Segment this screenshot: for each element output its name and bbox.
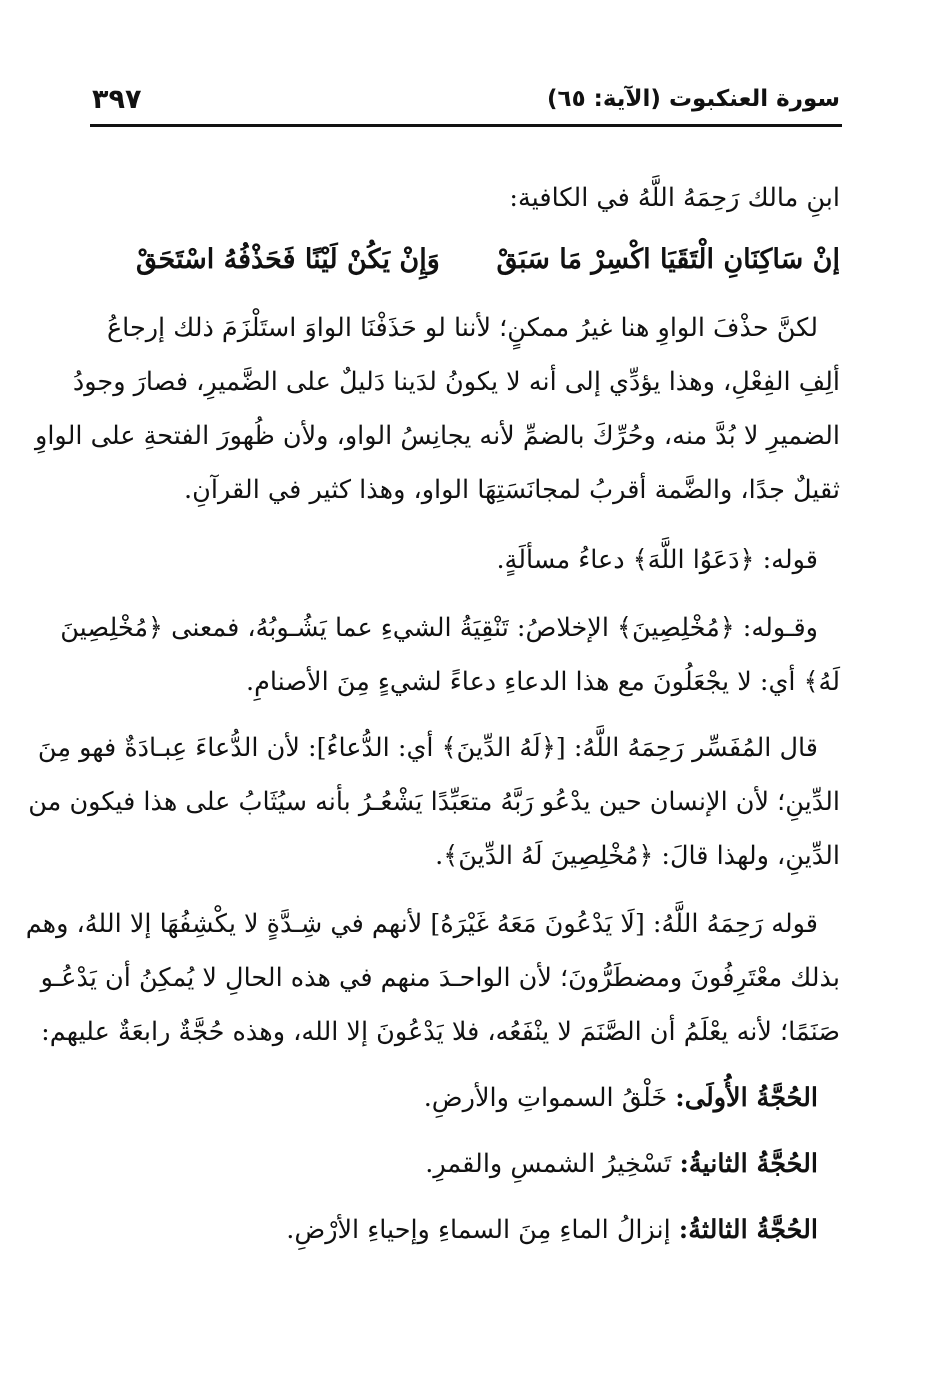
proof-item-2 <box>88 1144 818 1184</box>
paragraph-5-line: قوله رَحِمَهُ اللَّهُ: [لَا يَدْعُونَ مَعَهُ غَيْرَهُ] لأنهم في شِـدَّةٍ لا يكْشِفُهَا إلا اللهُ، وهم <box>25 909 818 939</box>
running-header-title: سورة العنكبوت (الآية: ٦٥) <box>547 86 840 112</box>
header-rule <box>90 124 842 127</box>
paragraph-5-line: صَنَمًا؛ لأنه يعْلَمُ أن الصَّنَمَ لا ينْفَعُه، فلا يَدْعُونَ إلا الله، وهذه حُجَّةٌ رابعَةٌ عليهم: <box>41 1017 840 1047</box>
intro-line: ابنِ مالك رَحِمَهُ اللَّهُ في الكافية: <box>509 183 840 213</box>
paragraph-2-line: قوله: ﴿دَعَوُا اللَّهَ﴾ دعاءُ مسألَةٍ. <box>496 545 818 575</box>
paragraph-3-line: لَهُ﴾ أي: لا يجْعَلُونَ مع هذا الدعاءِ دعاءً لشيءٍ مِنَ الأصنامِ. <box>246 667 840 697</box>
proof-text: إنزالُ الماءِ مِنَ السماءِ وإحياءِ الأرْضِ. <box>286 1215 679 1245</box>
paragraph-1-line: لكنَّ حذْفَ الواوِ هنا غيرُ ممكنٍ؛ لأننا لو حَذَفْنَا الواوَ استَلْزَمَ ذلك إرجاعُ <box>106 313 818 343</box>
paragraph-3-line: وقـوله: ﴿مُخْلِصِينَ﴾ الإخلاصُ: تَنْقِيَةُ الشيءِ عما يَشُـوبُهُ، فمعنى ﴿مُخْلِصِينَ <box>60 613 818 643</box>
paragraph-1-line: الضميرِ لا بُدَّ منه، وحُرِّكَ بالضمِّ لأنه يجانِسُ الواو، ولأن ظُهورَ الفتحةِ على الواوِ <box>35 421 840 451</box>
paragraph-5-line: بذلك معْتَرِفُونَ ومضطَرُّونَ؛ لأن الواحـدَ منهم في هذه الحالِ لا يُمكِنُ أن يَدْعُـو <box>40 963 840 993</box>
proof-item-3 <box>88 1210 818 1250</box>
verse-hemistich-right: إنْ سَاكِنَانِ الْتَقَيَا اكْسِرْ مَا سَبَقْ <box>496 244 840 275</box>
paragraph-4-line: الدِّينِ؛ لأن الإنسان حين يدْعُو رَبَّهُ متعَبِّدًا يَشْعُـرُ بأنه سيُثَابُ على هذا فيكون من <box>28 787 840 817</box>
paragraph-4-line: قال المُفَسِّر رَحِمَهُ اللَّهُ: [﴿لَهُ الدِّينَ﴾ أي: الدُّعاءُ]: لأن الدُّعاءَ عِبـادَةٌ فهو مِنَ <box>37 733 818 763</box>
verse-hemistich-left: وَإِنْ يَكُنْ لَيْنًا فَحَذْفُهُ اسْتَحَقْ <box>136 244 440 275</box>
paragraph-4-line: الدِّينِ، ولهذا قالَ: ﴿مُخْلِصِينَ لَهُ الدِّينَ﴾. <box>435 841 840 871</box>
proof-label: الحُجَّةُ الثانيةُ: <box>679 1149 818 1179</box>
proof-text: خَلْقُ السمواتِ والأرضِ. <box>423 1083 676 1113</box>
proof-text: تَسْخِيرُ الشمسِ والقمرِ. <box>425 1149 680 1179</box>
proof-item-1 <box>88 1078 818 1118</box>
page-number: ٣٩٧ <box>92 84 142 115</box>
proof-label: الحُجَّةُ الأُولَى: <box>675 1083 818 1113</box>
paragraph-1-line: ثقيلٌ جدًا، والضَّمة أقربُ لمجانَسَتِهَا الواو، وهذا كثير في القرآنِ. <box>184 475 840 505</box>
proof-label: الحُجَّةُ الثالثةُ: <box>678 1215 818 1245</box>
paragraph-1-line: ألِفِ الفِعْلِ، وهذا يؤدِّي إلى أنه لا يكونُ لدَينا دَليلٌ على الضَّميرِ، فصارَ وجودُ <box>72 367 840 397</box>
